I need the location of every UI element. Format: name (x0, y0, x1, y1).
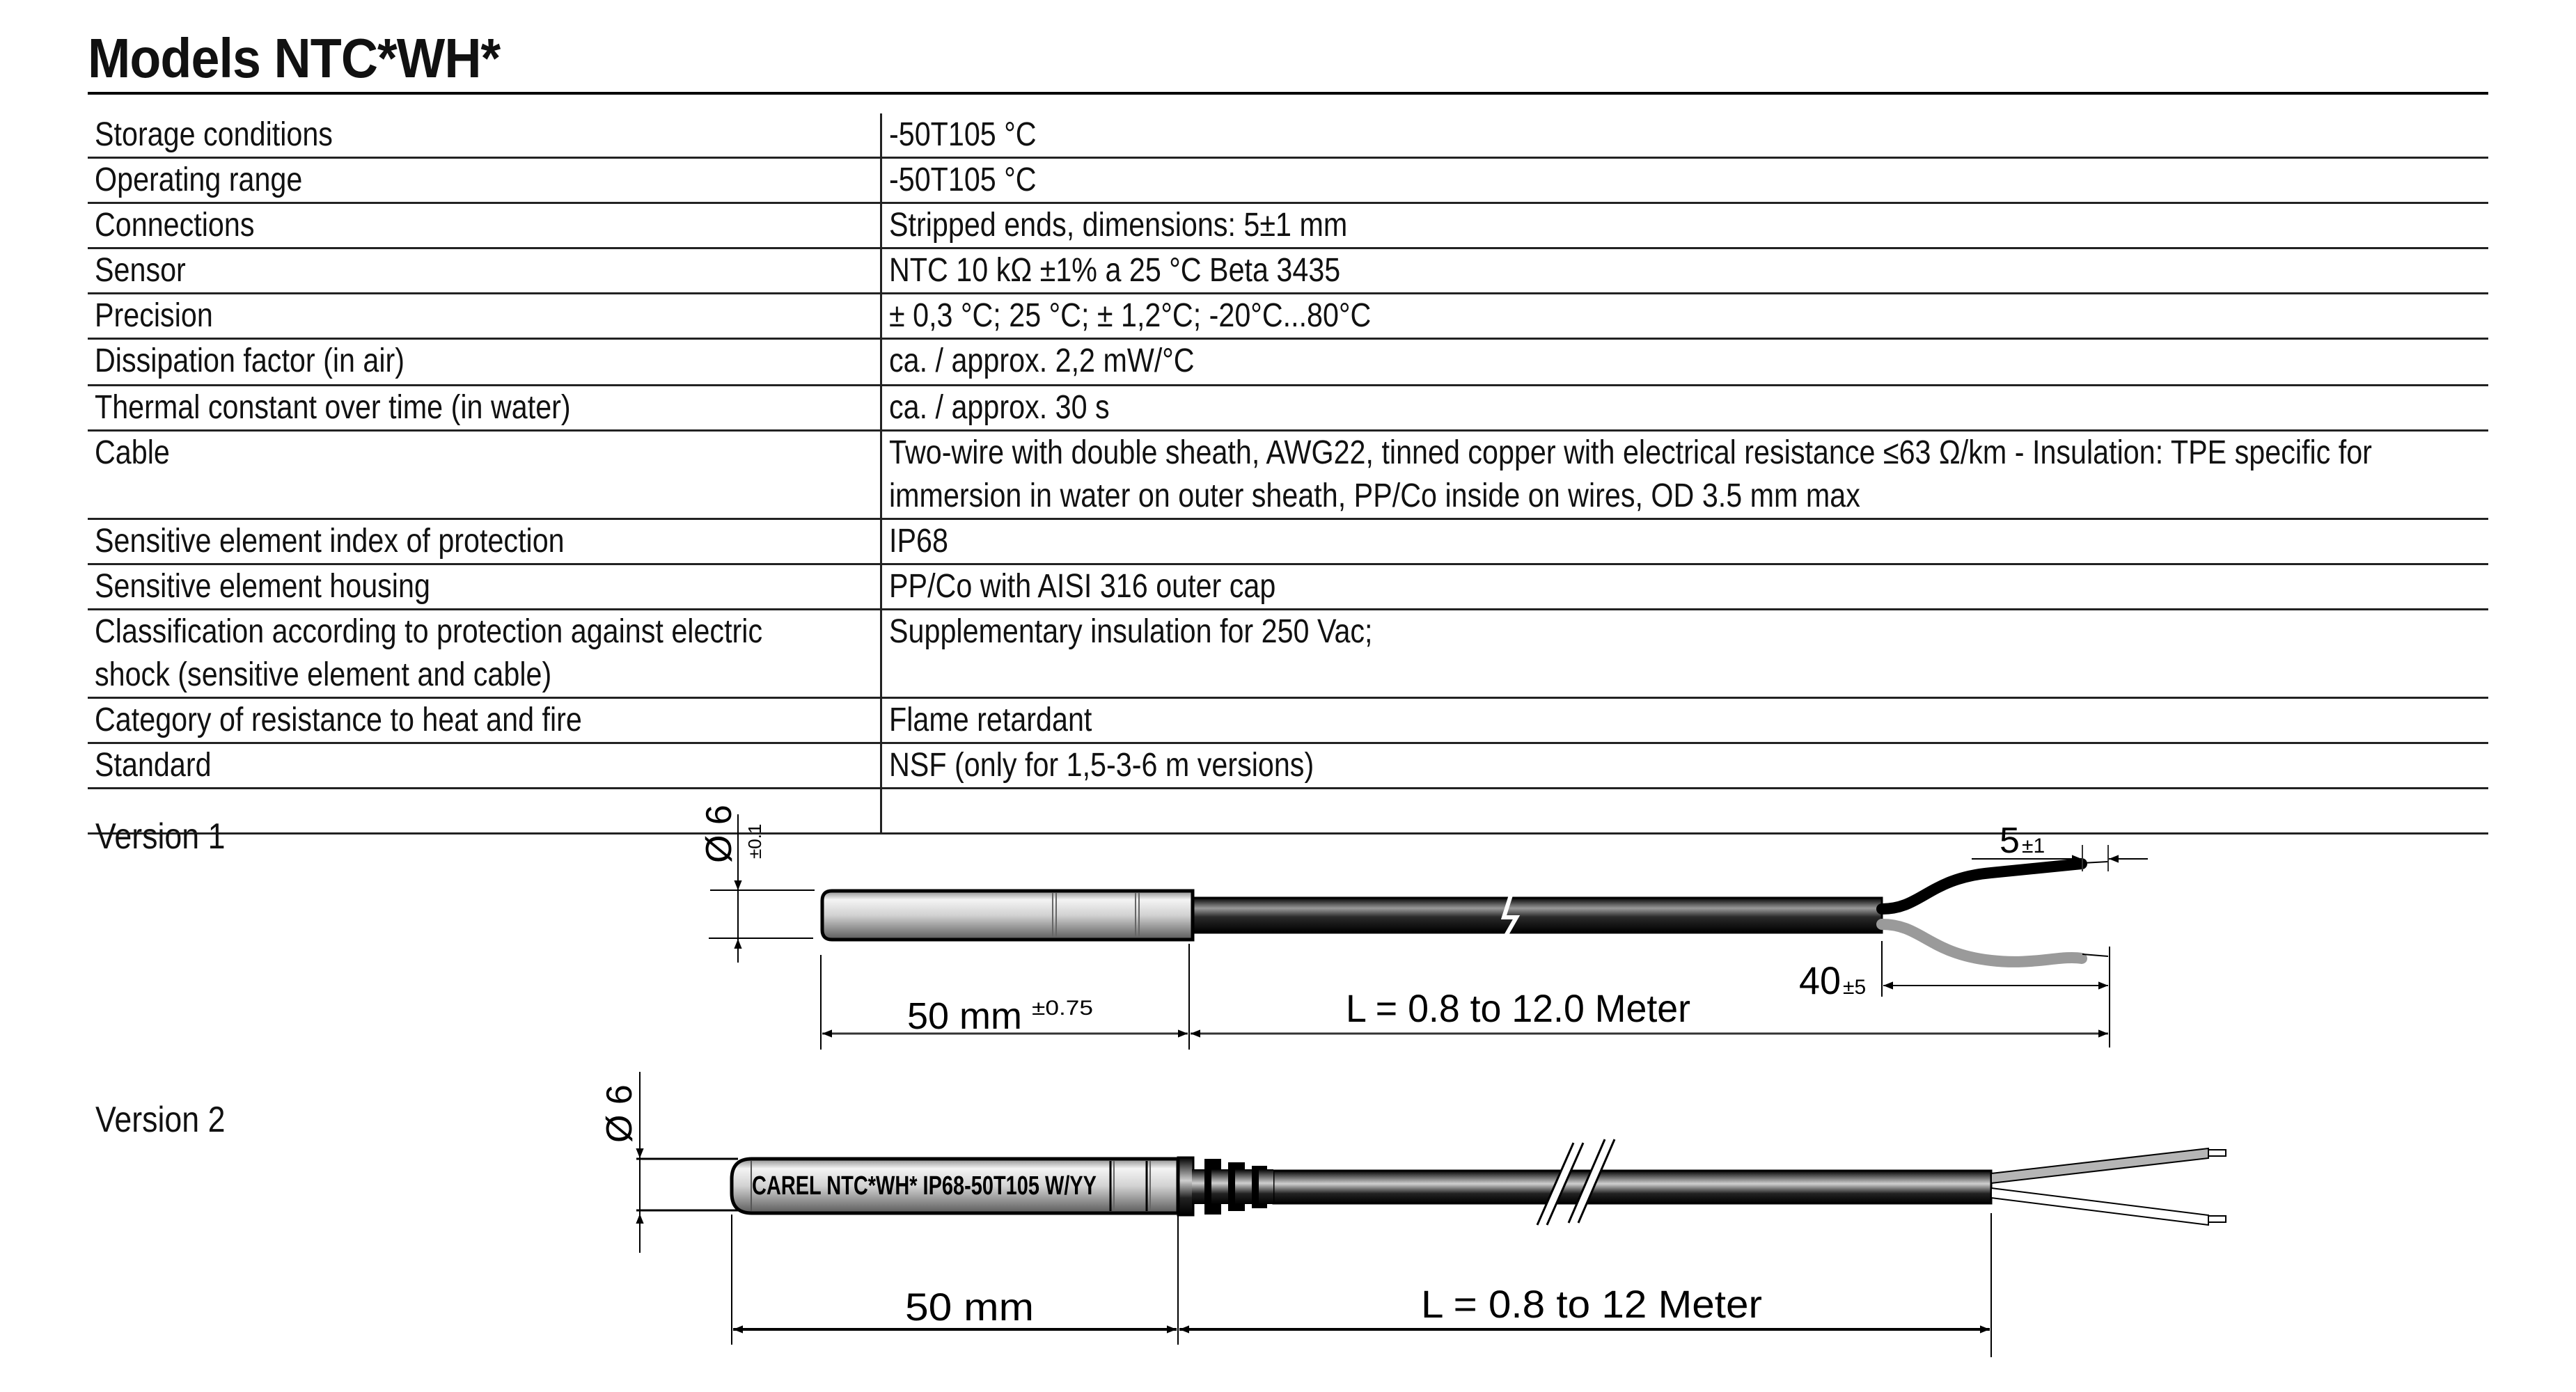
v1-wire-grey (1882, 924, 2082, 962)
spec-value: NSF (only for 1,5-3-6 m versions) (881, 743, 2488, 789)
v1-wire-length-tolerance: ±5 (1843, 976, 1867, 999)
v1-strip-length-tolerance: ±1 (2022, 835, 2045, 857)
v1-wire-black (1882, 864, 2082, 909)
v1-probe (822, 891, 1193, 940)
v1-probe-length: 50 mm (907, 995, 1022, 1037)
v2-diameter-label: Ø 6 (599, 1084, 640, 1143)
spec-value: Stripped ends, dimensions: 5±1 mm (881, 203, 2488, 248)
spec-value: -50T105 °C (881, 113, 2488, 158)
spec-label: Sensor (88, 248, 881, 294)
spec-label: Dissipation factor (in air) (88, 339, 881, 386)
version-2-label: Version 2 (95, 1100, 226, 1140)
spec-value: Flame retardant (881, 698, 2488, 743)
spec-label: Sensitive element housing (88, 564, 881, 610)
page-title: Models NTC*WH* (88, 27, 501, 89)
spec-value: -50T105 °C (881, 158, 2488, 203)
v2-cable (1273, 1171, 1991, 1203)
version-1-label: Version 1 (95, 816, 226, 857)
spec-label: Thermal constant over time (in water) (88, 386, 881, 431)
v2-wire-white (1991, 1188, 2208, 1225)
spec-value: ca. / approx. 30 s (881, 386, 2488, 431)
spec-label: Connections (88, 203, 881, 248)
spec-label: Cable (88, 431, 881, 519)
v2-probe-marking: CAREL NTC*WH* IP68-50T105 W/YY (752, 1171, 1097, 1201)
v1-diameter-label: Ø 6 (699, 805, 739, 863)
version-1-drawing (699, 805, 2148, 1050)
spec-value: ca. / approx. 2,2 mW/°C (881, 339, 2488, 386)
spec-value: IP68 (881, 519, 2488, 564)
v2-wire-grey (1991, 1148, 2208, 1183)
spec-value: PP/Co with AISI 316 outer cap (881, 564, 2488, 610)
spec-label: Storage conditions (88, 113, 881, 158)
v1-diameter-tolerance: ±0.1 (744, 823, 765, 859)
spec-label: Category of resistance to heat and fire (88, 698, 881, 743)
spec-label: Operating range (88, 158, 881, 203)
spec-value: NTC 10 kΩ ±1% a 25 °C Beta 3435 (881, 248, 2488, 294)
v2-probe-length: 50 mm (905, 1285, 1034, 1329)
spec-label: Standard (88, 743, 881, 789)
spec-value: Supplementary insulation for 250 Vac; (881, 610, 2488, 698)
spec-label: Classification according to protection against electric shock (sensitive element and cable) (88, 610, 881, 698)
spec-value: ± 0,3 °C; 25 °C; ± 1,2°C; -20°C...80°C (881, 294, 2488, 339)
v1-probe-length-tolerance: ±0.75 (1032, 997, 1093, 1020)
v2-grommet (1178, 1157, 1273, 1215)
spec-label: Precision (88, 294, 881, 339)
spec-label: Sensitive element index of protection (88, 519, 881, 564)
v1-wire-length: 40 (1799, 958, 1841, 1002)
version-2-drawing (599, 1072, 2226, 1357)
v2-cable-length: L = 0.8 to 12 Meter (1421, 1282, 1762, 1326)
v1-cable-length: L = 0.8 to 12.0 Meter (1346, 986, 1690, 1030)
v1-strip-length: 5 (2000, 821, 2020, 861)
v1-cable (1189, 898, 1882, 933)
spec-value: Two-wire with double sheath, AWG22, tinned copper with electrical resistance ≤63 Ω/km - Insulation: TPE specific for immersion in water on outer sheath, PP/Co inside on wires, OD 3.5 mm max (881, 431, 2488, 519)
